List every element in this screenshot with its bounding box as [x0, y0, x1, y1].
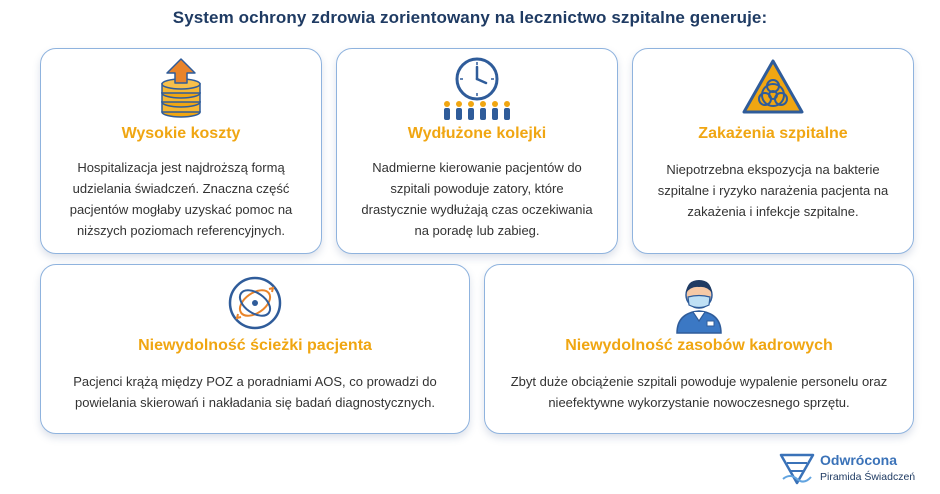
logo-subtitle: Piramida Świadczeń: [820, 471, 916, 483]
card-staff-resources: [484, 264, 914, 434]
brand-logo: [778, 449, 928, 489]
card-heading: Zakażenia szpitalne: [698, 125, 848, 142]
card-description: Pacjenci krążą między POZ a poradniami AOS, co prowadzi do powielania skierowań i nakładania się badań diagnostycznych.: [73, 374, 437, 410]
card-heading: Wysokie koszty: [121, 125, 241, 142]
card-patient-path: [40, 264, 470, 434]
card-description: Nadmierne kierowanie pacjentów do szpitali powoduje zatory, które drastycznie wydłużają czas oczekiwania na poradę lub zabieg.: [361, 160, 593, 238]
card-heading: Niewydolność ścieżki pacjenta: [138, 337, 372, 354]
card-long-queues: [336, 48, 618, 254]
card-description: Zbyt duże obciążenie szpitali powoduje wypalenie personelu oraz nieefektywne wykorzystanie nowoczesnego sprzętu.: [510, 374, 888, 410]
card-high-costs: [40, 48, 322, 254]
biohazard-icon: [741, 57, 805, 122]
card-hospital-infections: [632, 48, 914, 254]
card-heading: Niewydolność zasobów kadrowych: [565, 337, 833, 354]
circular-path-icon: [227, 275, 283, 336]
page-title: System ochrony zdrowia zorientowany na lecznictwo szpitalne generuje:: [172, 8, 768, 27]
card-heading: Wydłużone kolejki: [407, 125, 547, 142]
card-description: Niepotrzebna ekspozycja na bakterie szpitalne i ryzyko narażenia pacjenta na zakażenia i infekcje szpitalne.: [657, 162, 889, 219]
logo-name: Odwrócona: [820, 452, 898, 468]
medic-icon: [671, 275, 727, 340]
clock-queue-icon: [439, 57, 515, 126]
pyramid-logo-icon: [778, 449, 816, 492]
coins-arrow-up-icon: [149, 57, 213, 126]
card-description: Hospitalizacja jest najdroższą formą udzielania świadczeń. Znaczna część pacjentów mogłaby uzyskać pomoc na niższych poziomach referencyjnych.: [69, 160, 293, 238]
